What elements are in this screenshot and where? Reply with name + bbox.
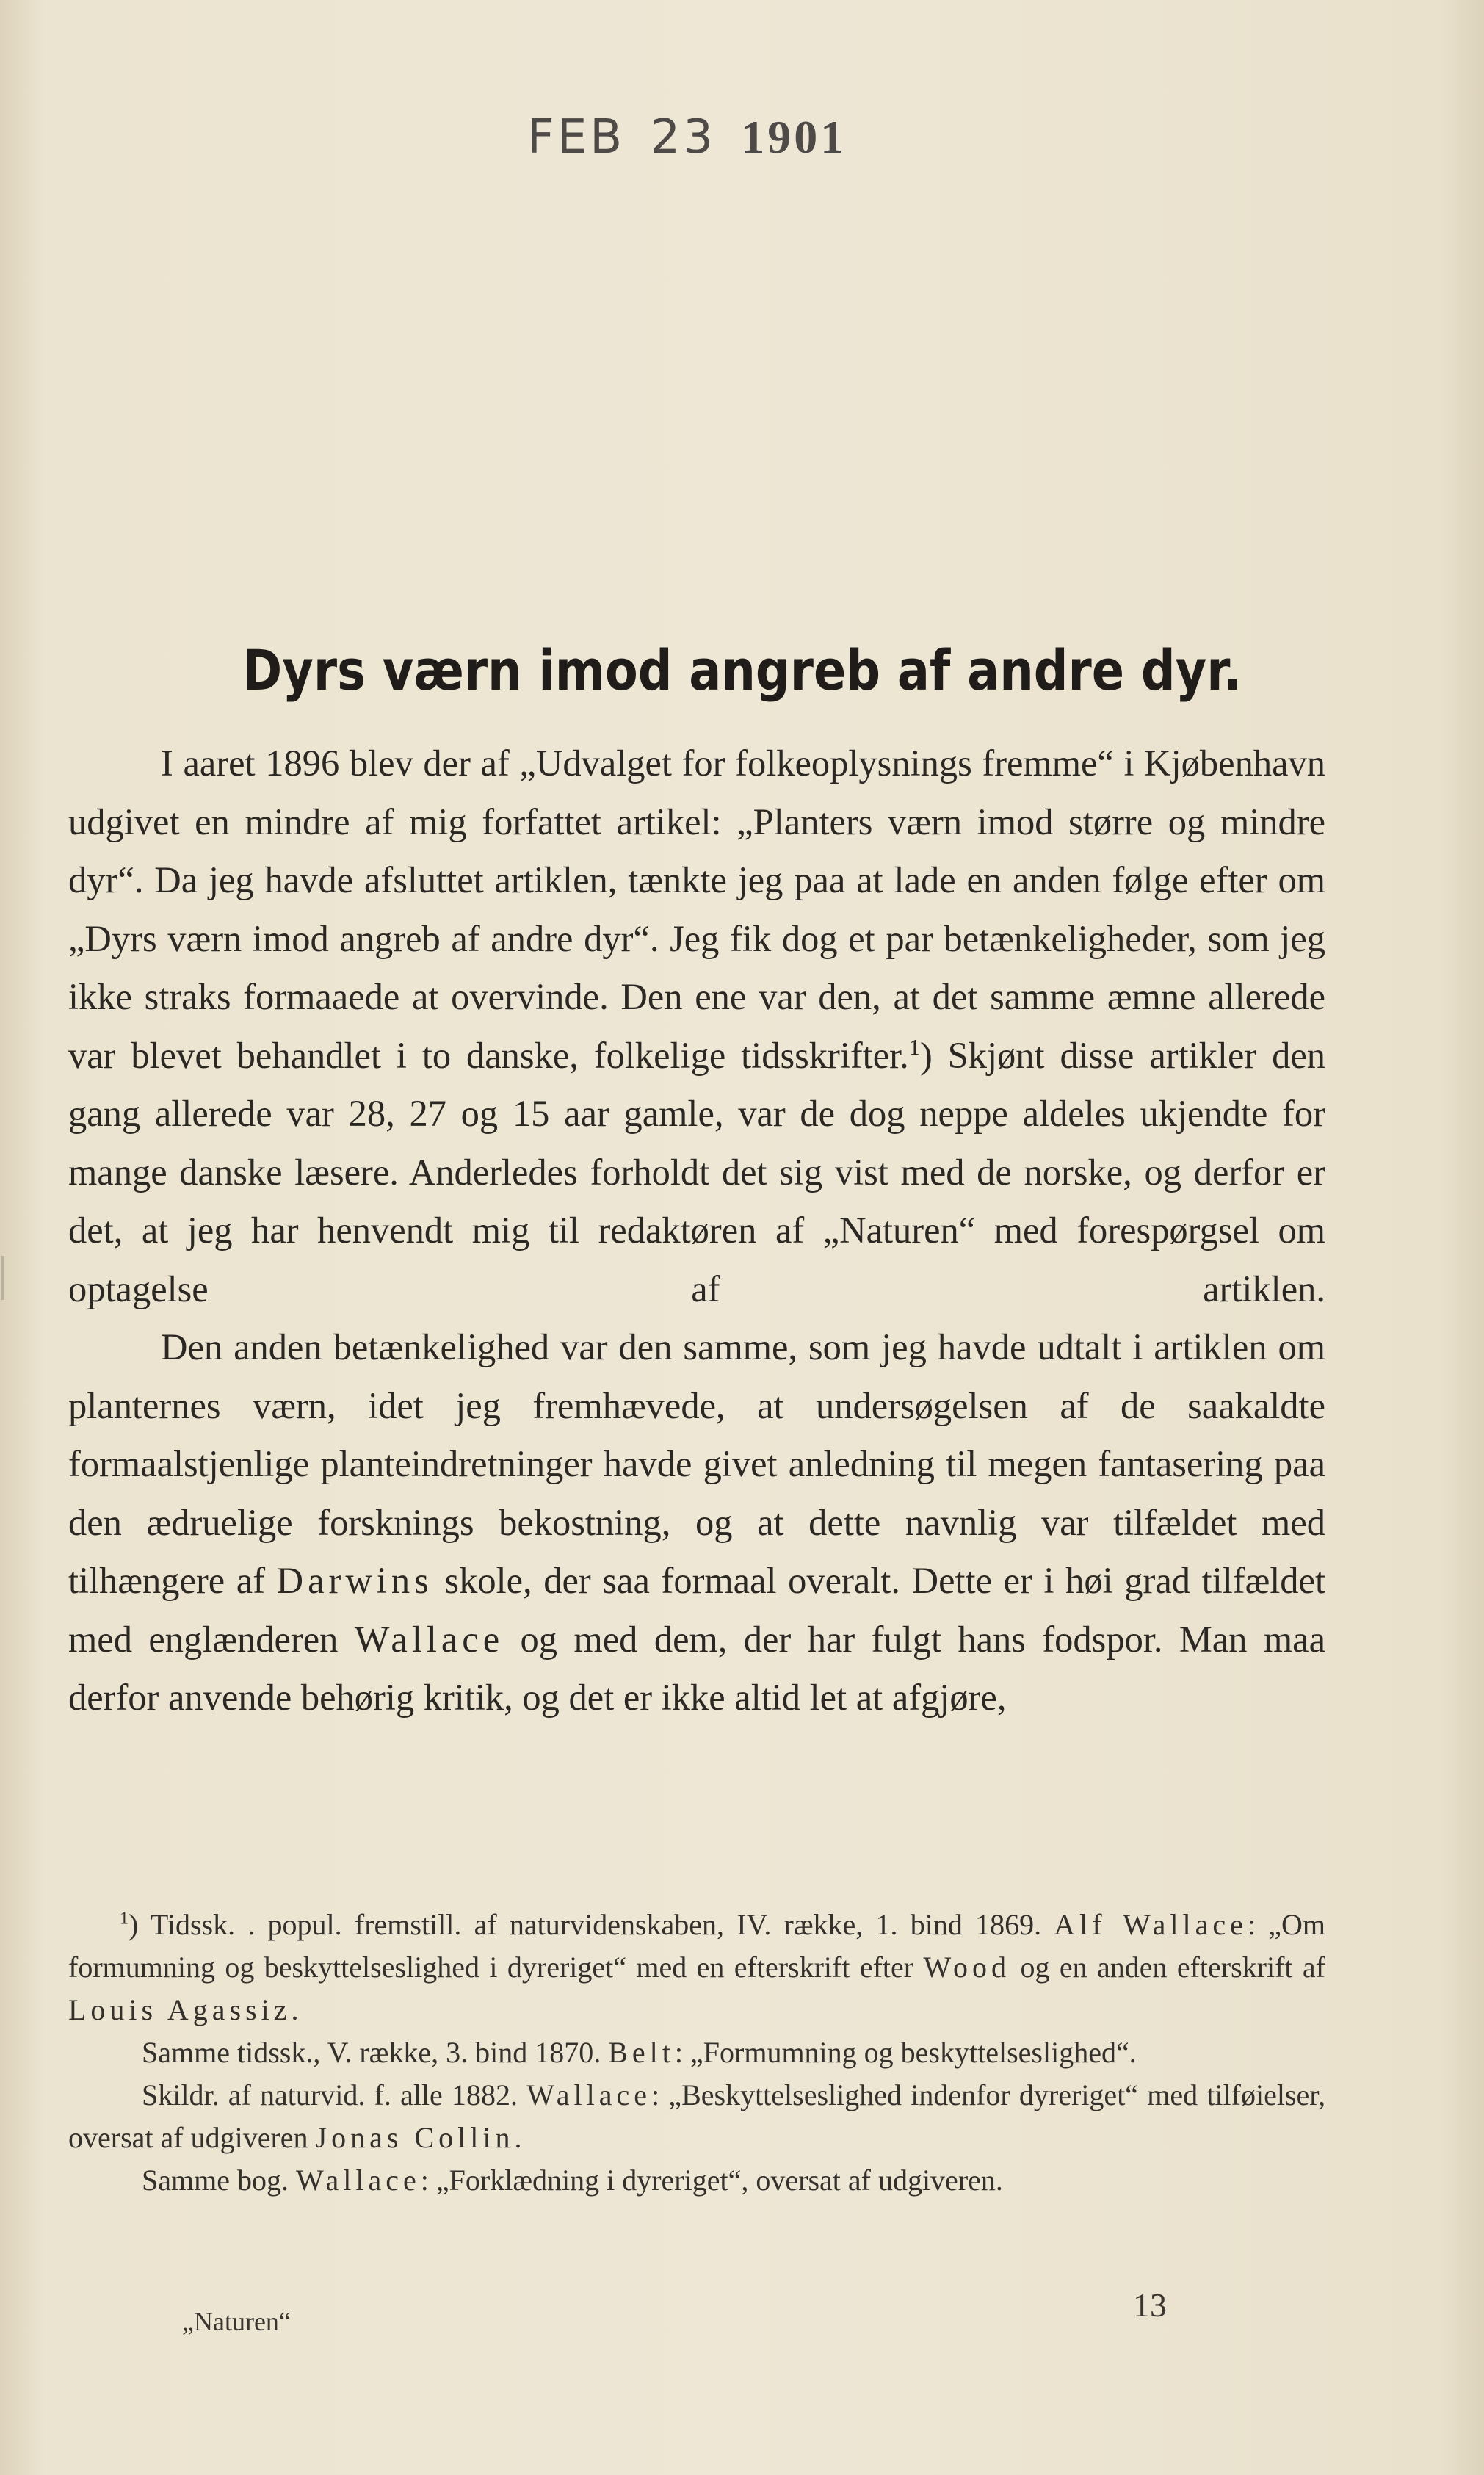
footnote-1-text-d: . xyxy=(291,1993,299,2026)
footnote-1-agassiz: Louis Agassiz xyxy=(68,1993,292,2026)
footnote-4-text-b: : „Forklædning i dyreriget“, oversat af udgiveren. xyxy=(420,2164,1003,2197)
footnote-3 xyxy=(68,2074,1325,2159)
footnote-2-text-b: : „Formumning og beskyttelseslighed“. xyxy=(674,2036,1137,2069)
paragraph-1-text-a: I aaret 1896 blev der af „Udvalget for folkeoplysnings fremme“ i Kjøbenhavn udgivet en mindre af mig forfattet artikel: „Planters værn imod større og mindre dyr“. Da jeg havde afsluttet artiklen, tænkte jeg paa at lade en anden følge efter om „Dyrs værn imod angreb af andre dyr“. Jeg fik dog et par betænkeligheder, som jeg ikke straks formaaede at overvinde. Den ene var den, at det samme æmne allerede var blevet behandlet i to danske, folkelige tidsskrifter. xyxy=(68,742,1325,1076)
paragraph-2-text-a: Den anden betænkelighed var den samme, som jeg havde udtalt i artiklen om planternes værn, idet jeg fremhævede, at undersøgelsen af de saakaldte formaalstjenlige planteindretninger havde givet anledning til megen fantasering paa den ædruelige forsknings bekostning, og at dette navnlig var tilfældet med tilhængere af xyxy=(68,1326,1325,1601)
paragraph-1-text-b: ) Skjønt disse artikler den gang allerede var 28, 27 og 15 aar gamle, var de dog neppe aldeles ukjendte for mange danske læsere. Anderledes forholdt det sig vist med de norske, og derfor er det, at jeg har henvendt mig til redaktøren af „Naturen“ med forespørgsel om optagelse af artiklen. xyxy=(68,1034,1325,1309)
footnote-1-mark: 1 xyxy=(120,1909,129,1929)
journal-name-footer: „Naturen“ xyxy=(182,2307,291,2336)
date-stamp xyxy=(527,110,847,165)
footnote-3-collin: Jonas Collin xyxy=(315,2121,515,2154)
footnote-2-text-a: Samme tidssk., V. række, 3. bind 1870. xyxy=(142,2036,609,2069)
article-title: Dyrs værn imod angreb af andre dyr. xyxy=(242,637,1242,703)
footnote-2 xyxy=(68,2031,1325,2074)
name-darwin: Darwins xyxy=(276,1560,433,1601)
footnote-4-wallace: Wallace xyxy=(295,2164,421,2197)
footnote-1-text-b: : „Om formumning og beskyttelseslighed i dyreriget“ med en efterskrift efter xyxy=(68,1908,1326,1984)
stamp-month: FEB xyxy=(527,110,626,165)
paragraph-2 xyxy=(68,1318,1325,1727)
footnote-1 xyxy=(68,1904,1325,2031)
paragraph-2-text-b: skole, der saa formaal overalt. Dette er i høi grad tilfældet med englænderen xyxy=(68,1560,1325,1660)
footnote-1-text-c: og en anden efterskrift af xyxy=(1010,1951,1325,1984)
footnote-1-text-a: ) Tidssk. . popul. fremstill. af naturvidenskaben, IV. række, 1. bind 1869. xyxy=(129,1908,1054,1941)
page-number: 13 xyxy=(1133,2286,1167,2324)
name-wallace: Wallace xyxy=(354,1618,504,1660)
footnote-4-text-a: Samme bog. xyxy=(142,2164,296,2197)
footnotes xyxy=(68,1904,1325,2202)
footnote-2-belt: Belt xyxy=(608,2036,675,2069)
stamp-year: 1901 xyxy=(741,111,847,163)
footnote-1-author: Alf Wallace xyxy=(1054,1908,1248,1941)
footnote-1-wood: Wood xyxy=(923,1951,1011,1984)
footnote-3-text-c: . xyxy=(514,2121,522,2154)
paragraph-2-text-c: og med dem, der har fulgt hans fodspor. Man maa derfor anvende behørig kritik, og det er ikke altid let at afgjøre, xyxy=(68,1618,1325,1718)
footnote-3-text-b: : „Beskyttelseslighed indenfor dyreriget“ med tilføielser, oversat af udgiveren xyxy=(68,2078,1325,2154)
paragraph-1 xyxy=(68,734,1325,1318)
article-body xyxy=(68,734,1325,1727)
footnote-3-text-a: Skildr. af naturvid. f. alle 1882. xyxy=(142,2078,527,2111)
footnote-3-wallace: Wallace xyxy=(526,2078,651,2111)
footnote-4 xyxy=(68,2159,1325,2202)
stamp-day: 23 xyxy=(650,110,716,165)
footnote-ref-1: 1 xyxy=(908,1034,920,1060)
scan-edge-mark xyxy=(1,1256,4,1300)
